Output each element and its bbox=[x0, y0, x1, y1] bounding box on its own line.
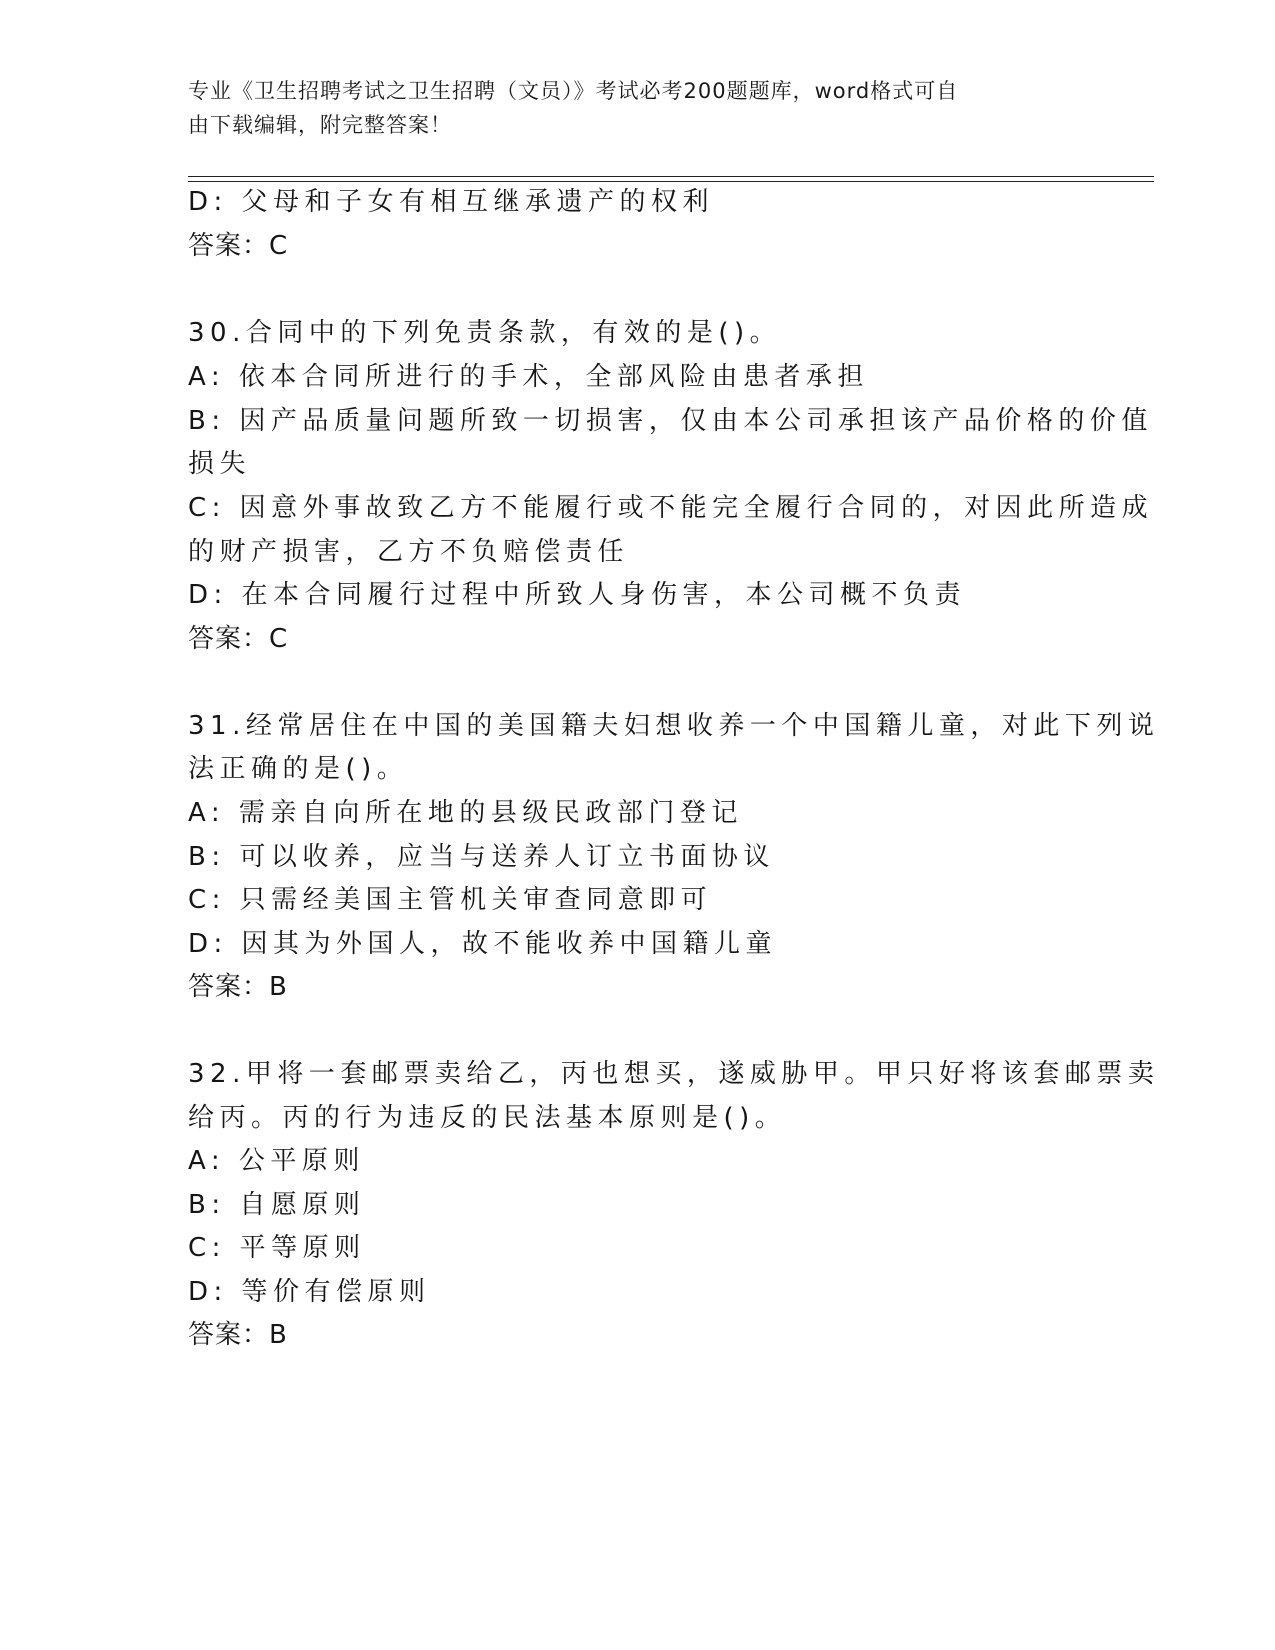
q31-option-a: A: 需亲自向所在地的县级民政部门登记 bbox=[188, 798, 743, 828]
q32-option-a: A: 公平原则 bbox=[188, 1146, 365, 1176]
q30-stem-line-1: 30.合同中的下列免责条款，有效的是()。 bbox=[188, 318, 782, 348]
q30-option-c-line-1: C: 因意外事故致乙方不能履行或不能完全履行合同的，对因此所造成 bbox=[188, 493, 1154, 523]
q32-stem-line-1: 32.甲将一套邮票卖给乙，丙也想买，遂威胁甲。甲只好将该套邮票卖 bbox=[188, 1059, 1160, 1089]
header-divider-bottom bbox=[188, 181, 1154, 182]
q31-stem-line-1: 31.经常居住在中国的美国籍夫妇想收养一个中国籍儿童，对此下列说 bbox=[188, 711, 1160, 741]
q30-option-a: A: 依本合同所进行的手术，全部风险由患者承担 bbox=[188, 362, 869, 392]
q31-stem-line-2: 法正确的是()。 bbox=[188, 754, 409, 784]
q31-option-c: C: 只需经美国主管机关审查同意即可 bbox=[188, 885, 713, 915]
q32-option-c: C: 平等原则 bbox=[188, 1233, 366, 1263]
header-line-1: 专业《卫生招聘考试之卫生招聘（文员）》考试必考200题题库，word格式可自 bbox=[188, 79, 959, 103]
q32-stem-line-2: 给丙。丙的行为违反的民法基本原则是()。 bbox=[188, 1103, 787, 1133]
q31-answer: 答案：B bbox=[188, 972, 288, 1002]
q31-option-d: D: 因其为外国人，故不能收养中国籍儿童 bbox=[188, 929, 778, 959]
q30-answer: 答案：C bbox=[188, 624, 289, 654]
q30-option-c-line-2: 的财产损害，乙方不负赔偿责任 bbox=[188, 537, 630, 567]
q32-option-d: D: 等价有偿原则 bbox=[188, 1277, 431, 1307]
q32-option-b: B: 自愿原则 bbox=[188, 1190, 366, 1220]
q30-option-b-line-2: 损失 bbox=[188, 449, 252, 479]
carryover-answer: 答案：C bbox=[188, 231, 289, 261]
document-header bbox=[188, 74, 1068, 142]
carryover-option-d: D: 父母和子女有相互继承遗产的权利 bbox=[188, 187, 715, 217]
q30-option-b-line-1: B: 因产品质量问题所致一切损害，仅由本公司承担该产品价格的价值 bbox=[188, 406, 1153, 436]
q32-answer: 答案：B bbox=[188, 1320, 288, 1350]
header-divider-top bbox=[188, 176, 1154, 177]
header-line-2: 由下载编辑，附完整答案！ bbox=[188, 113, 452, 137]
q30-option-d: D: 在本合同履行过程中所致人身伤害，本公司概不负责 bbox=[188, 580, 967, 610]
q31-option-b: B: 可以收养，应当与送养人订立书面协议 bbox=[188, 842, 775, 872]
